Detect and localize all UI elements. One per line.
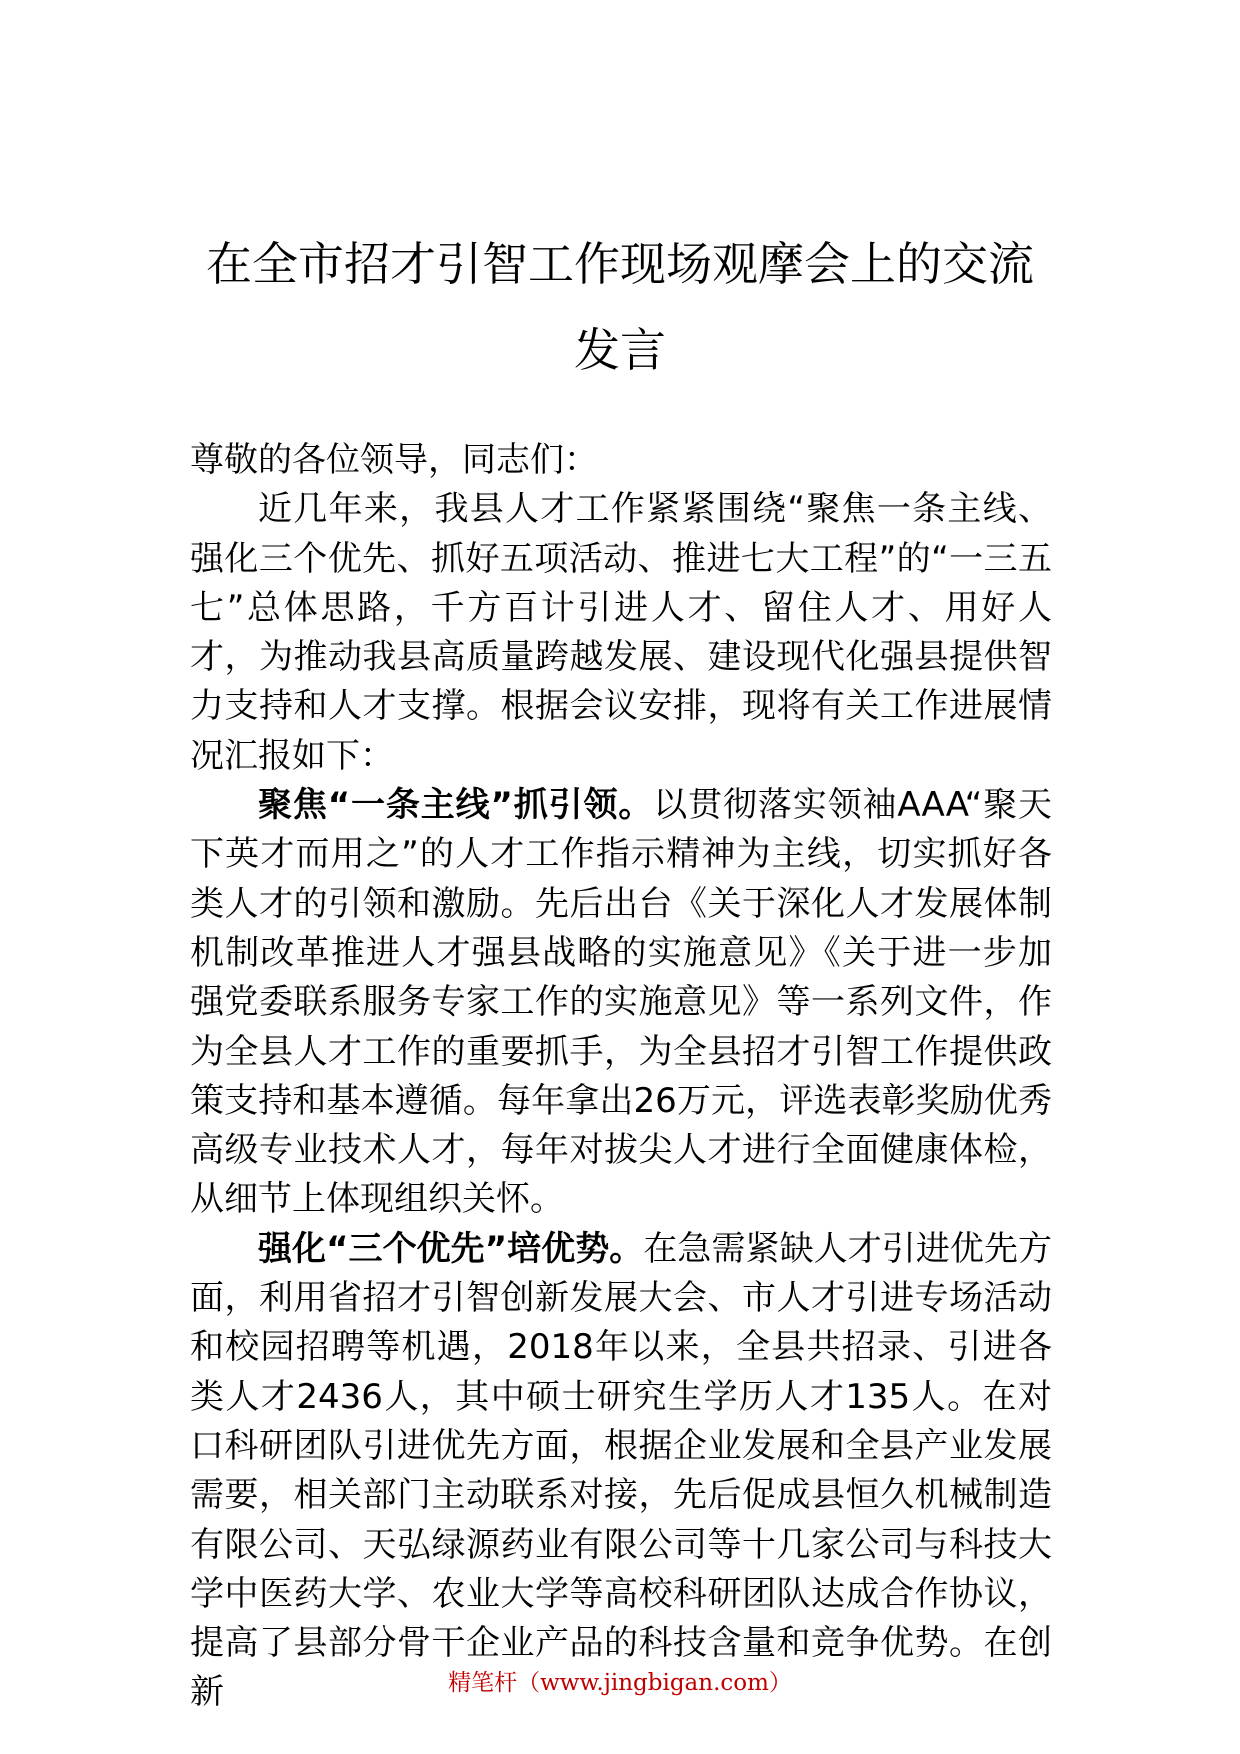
document-title-line2: 发言 [574, 323, 666, 377]
paragraph-three-priorities [190, 1225, 1052, 1718]
salutation: 尊敬的各位领导，同志们： [190, 440, 598, 480]
document-body [190, 436, 1052, 1718]
footer-watermark: 精笔杆（www.jingbigan.com） [448, 1670, 792, 1696]
paragraph-lead-heading: 聚焦“一条主线”抓引领。 [258, 785, 654, 826]
paragraph-lead-heading: 强化“三个优先”培优势。 [258, 1228, 644, 1269]
paragraph-intro [190, 485, 1052, 781]
document-title-line1: 在全市招才引智工作现场观摩会上的交流 [206, 237, 1034, 291]
paragraph-focus-main-line [190, 781, 1052, 1225]
paragraph-body-text: 以贯彻落实领袖AAA“聚天下英才而用之”的人才工作指示精神为主线，切实抓好各类人才的引领和激励。先后出台《关于深化人才发展体制机制改革推进人才强县战略的实施意见》《关于进一步加强党委联系服务专家工作的实施意见》等一系列文件，作为全县人才工作的重要抓手，为全县招才引智工作提供政策支持和基本遵循。每年拿出26万元，评选表彰奖励优秀高级专业技术人才，每年对拔尖人才进行全面健康体检，从细节上体现组织关怀。 [190, 785, 1052, 1220]
paragraph-body-text: 在急需紧缺人才引进优先方面，利用省招才引智创新发展大会、市人才引进专场活动和校园招聘等机遇，2018年以来，全县共招录、引进各类人才2436人，其中硕士研究生学历人才135人。在对口科研团队引进优先方面，根据企业发展和全县产业发展需要，相关部门主动联系对接，先后促成县恒久机械制造有限公司、天弘绿源药业有限公司等十几家公司与科技大学中医药大学、农业大学等高校科研团队达成合作协议，提高了县部分骨干企业产品的科技含量和竞争优势。在创新 [190, 1228, 1052, 1713]
paragraph-intro-text: 近几年来，我县人才工作紧紧围绕“聚焦一条主线、强化三个优先、抓好五项活动、推进七大工程”的“一三五七”总体思路，千方百计引进人才、留住人才、用好人才，为推动我县高质量跨越发展、建设现代化强县提供智力支持和人才支撑。根据会议安排，现将有关工作进展情况汇报如下： [190, 489, 1052, 776]
